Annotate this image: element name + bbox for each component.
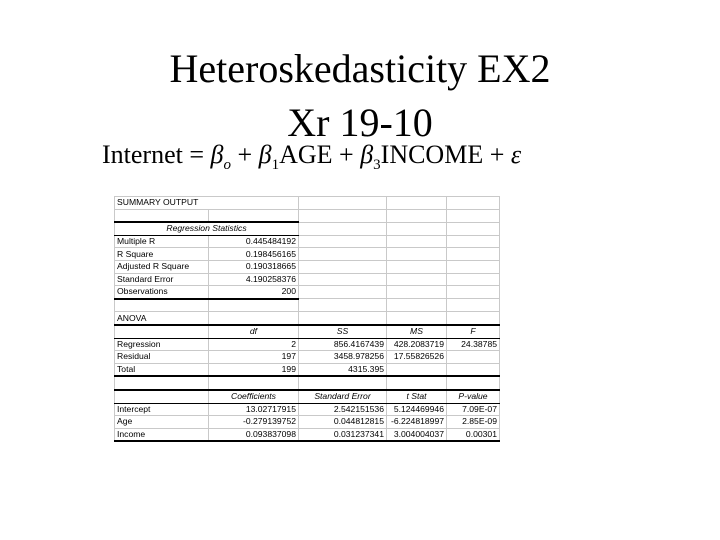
coef-value: 0.093837098 [209, 428, 299, 441]
regression-statistics-heading: Regression Statistics [115, 222, 299, 235]
anova-df: 197 [209, 351, 299, 364]
anova-ss: 4315.395 [299, 363, 387, 376]
table-row [115, 222, 500, 235]
table-row [115, 338, 500, 351]
anova-label: Residual [115, 351, 209, 364]
anova-heading: ANOVA [115, 312, 209, 325]
anova-ms: 428.2083719 [387, 338, 447, 351]
coef-t: 3.004004037 [387, 428, 447, 441]
anova-df: 199 [209, 363, 299, 376]
table-row [115, 325, 500, 338]
table-row [115, 416, 500, 429]
anova-f [447, 363, 500, 376]
stat-label: R Square [115, 248, 209, 261]
slide-title-line-1: Heteroskedasticity EX2 [169, 46, 551, 91]
beta-0-subscript: o [223, 157, 231, 174]
coef-t: -6.224818997 [387, 416, 447, 429]
table-row [115, 312, 500, 325]
coef-se: 2.542151536 [299, 403, 387, 416]
equation-plus-1: + [237, 140, 253, 169]
beta-1-subscript: 1 [271, 157, 280, 174]
coef-t: 5.124469946 [387, 403, 447, 416]
variable-income: INCOME [380, 140, 484, 169]
beta-1: β [258, 140, 272, 169]
slide-title-line-2: Xr 19-10 [287, 100, 433, 145]
stat-value: 4.190258376 [209, 273, 299, 286]
anova-col-f: F [447, 325, 500, 338]
table-row [115, 299, 500, 312]
anova-label: Regression [115, 338, 209, 351]
stat-value: 0.445484192 [209, 235, 299, 248]
coef-se: 0.031237341 [299, 428, 387, 441]
coef-col-standard-error: Standard Error [299, 390, 387, 403]
table-row [115, 273, 500, 286]
coef-value: 13.02717915 [209, 403, 299, 416]
table-row [115, 209, 500, 222]
coef-se: 0.044812815 [299, 416, 387, 429]
coef-p: 2.85E-09 [447, 416, 500, 429]
table-row [115, 428, 500, 441]
error-term: ε [510, 140, 522, 169]
equation-plus-2: + [339, 140, 354, 169]
stat-label: Adjusted R Square [115, 260, 209, 273]
table-row [115, 286, 500, 299]
anova-label: Total [115, 363, 209, 376]
table-row [115, 248, 500, 261]
stat-value: 0.198456165 [209, 248, 299, 261]
table-row [115, 197, 500, 210]
table-row [115, 376, 500, 390]
coef-p: 0.00301 [447, 428, 500, 441]
table-row [115, 403, 500, 416]
coef-col-t-stat: t Stat [387, 390, 447, 403]
stat-label: Observations [115, 286, 209, 299]
regression-equation [102, 140, 521, 174]
table-row [115, 235, 500, 248]
coef-p: 7.09E-07 [447, 403, 500, 416]
coef-col-coefficients: Coefficients [209, 390, 299, 403]
anova-df: 2 [209, 338, 299, 351]
anova-ms: 17.55826526 [387, 351, 447, 364]
anova-col-ms: MS [387, 325, 447, 338]
anova-col-df: df [209, 325, 299, 338]
beta-0: β [210, 140, 224, 169]
stat-value: 200 [209, 286, 299, 299]
table-row [115, 363, 500, 376]
anova-f [447, 351, 500, 364]
table-row [115, 390, 500, 403]
summary-heading: SUMMARY OUTPUT [115, 197, 299, 210]
equation-lhs: Internet [102, 140, 183, 169]
anova-f: 24.38785 [447, 338, 500, 351]
anova-ms [387, 363, 447, 376]
regression-output-table [114, 196, 500, 442]
table-row [115, 260, 500, 273]
coef-label: Income [115, 428, 209, 441]
stat-label: Standard Error [115, 273, 209, 286]
beta-3: β [360, 140, 374, 169]
coef-value: -0.279139752 [209, 416, 299, 429]
variable-age: AGE [279, 140, 333, 169]
anova-ss: 3458.978256 [299, 351, 387, 364]
equation-plus-3: + [489, 140, 505, 169]
anova-ss: 856.4167439 [299, 338, 387, 351]
equation-equals: = [189, 140, 205, 169]
anova-col-ss: SS [299, 325, 387, 338]
stat-label: Multiple R [115, 235, 209, 248]
coef-col-p-value: P-value [447, 390, 500, 403]
beta-3-subscript: 3 [373, 157, 381, 174]
stat-value: 0.190318665 [209, 260, 299, 273]
coef-label: Age [115, 416, 209, 429]
table-row [115, 351, 500, 364]
coef-label: Intercept [115, 403, 209, 416]
